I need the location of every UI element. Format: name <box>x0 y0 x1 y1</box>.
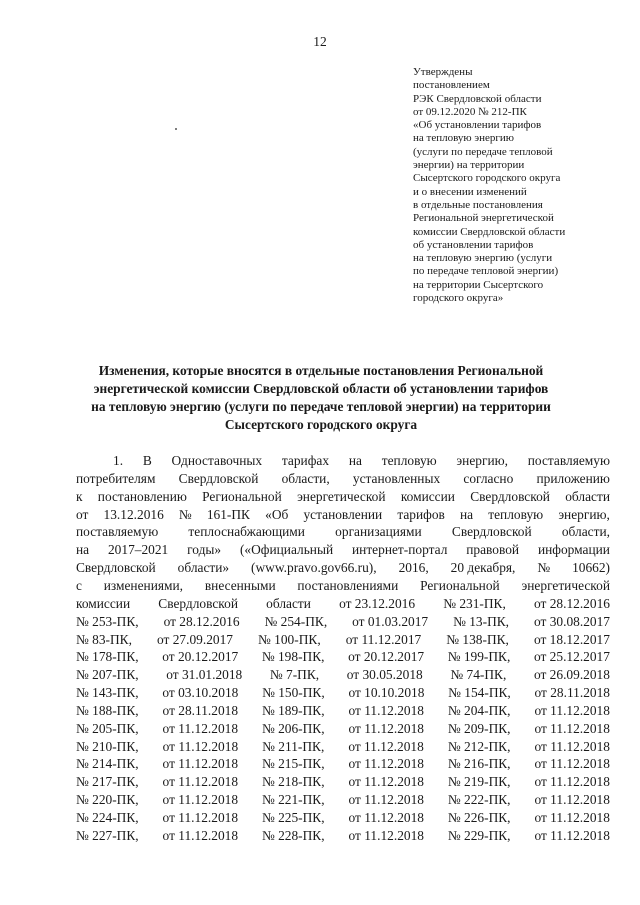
decree-row <box>76 666 610 683</box>
word: № 226-ПК, <box>447 810 511 825</box>
word: 1. <box>113 453 124 468</box>
word: от 20.12.2017 <box>162 649 239 665</box>
word: от 31.01.2018 <box>166 667 243 683</box>
word: Свердловской <box>451 524 532 540</box>
word: № 210-ПК, <box>76 738 139 754</box>
word: от 28.12.2016 <box>533 595 610 611</box>
word: № 206-ПК, <box>261 720 325 736</box>
word: № 198-ПК, <box>261 649 325 665</box>
approval-line: «Об установлении тарифов <box>413 119 542 132</box>
approval-block <box>413 66 628 305</box>
word: № <box>537 560 551 576</box>
word: от 11.12.2018 <box>348 756 424 772</box>
word: от 11.12.2018 <box>162 756 239 772</box>
word: энергетической <box>297 488 386 504</box>
word: № 100-ПК, <box>258 631 321 647</box>
word: тепловую <box>488 506 544 522</box>
word: В <box>142 453 152 468</box>
word: к <box>76 488 83 504</box>
word: от 03.10.2018 <box>162 685 239 701</box>
word: № 216-ПК, <box>447 756 511 772</box>
decree-row <box>76 631 610 648</box>
word: № 204-ПК, <box>447 702 511 718</box>
word: № 212-ПК, <box>447 738 511 754</box>
approval-line: Региональной энергетической <box>413 212 554 225</box>
word: от 28.12.2016 <box>163 613 240 629</box>
word: внесенными <box>204 577 276 593</box>
word: № 231-ПК, <box>443 595 506 611</box>
word: от 11.12.2018 <box>348 792 424 808</box>
word: от 11.12.2018 <box>534 827 610 843</box>
word: постановлениями <box>297 577 399 593</box>
paragraph-line <box>76 577 610 594</box>
decree-row <box>76 648 610 665</box>
word: № 83-ПК, <box>76 631 132 647</box>
word: на <box>348 453 362 468</box>
word: № 214-ПК, <box>76 756 139 772</box>
decree-row <box>76 684 610 701</box>
word: постановлению <box>97 488 187 504</box>
word: «Об <box>265 506 289 522</box>
word: от 11.12.2018 <box>348 702 424 718</box>
paragraph-line <box>76 523 610 540</box>
word: Региональной <box>202 488 282 504</box>
page-number: 12 <box>313 34 327 49</box>
word: области» <box>177 560 230 576</box>
word: согласно <box>463 470 514 486</box>
paragraph-line <box>76 506 610 523</box>
word: № 222-ПК, <box>447 792 511 808</box>
word: от 25.12.2017 <box>533 649 610 665</box>
word: от 11.12.2018 <box>162 720 239 736</box>
word: от 11.12.2018 <box>162 827 239 843</box>
approval-line: на территории Сысертского <box>413 278 544 291</box>
word: 20 декабря, <box>450 560 516 576</box>
word: установлении <box>303 506 383 522</box>
word: области <box>565 488 610 504</box>
word: № 178-ПК, <box>76 649 139 665</box>
paragraph-line <box>76 488 610 505</box>
word: № <box>178 506 192 522</box>
word: Свердловской <box>470 488 550 504</box>
word: тепловую <box>381 453 437 468</box>
word: № 7-ПК, <box>269 667 320 683</box>
word: Свердловской <box>178 470 259 486</box>
word: от 20.12.2017 <box>348 649 425 665</box>
scan-speck <box>175 128 177 130</box>
word: от 11.12.2018 <box>348 738 424 754</box>
paragraph-line <box>76 541 610 558</box>
word: информации <box>537 542 610 558</box>
decree-row <box>76 809 610 826</box>
word: № 211-ПК, <box>262 738 325 754</box>
word: 2016, <box>398 560 429 576</box>
word: энергетической <box>521 577 610 593</box>
word: от 11.12.2017 <box>345 631 422 647</box>
word: № 205-ПК, <box>76 720 139 736</box>
word: № 218-ПК, <box>261 774 325 790</box>
approval-line: РЭК Свердловской области <box>413 92 542 105</box>
approval-line: на тепловую энергию (услуги <box>413 252 553 265</box>
word: от 27.09.2017 <box>157 631 233 647</box>
word: правовой <box>466 542 520 558</box>
paragraph-line <box>76 559 610 576</box>
word: № 209-ПК, <box>447 720 511 736</box>
word: поставляемую <box>76 524 159 540</box>
title-line: энергетической комиссии Свердловской области об установлении тарифов <box>93 381 549 396</box>
word: области, <box>561 524 610 540</box>
word: от 11.12.2018 <box>348 774 424 790</box>
word: от 11.12.2018 <box>534 810 610 825</box>
word: интернет-портал <box>352 542 448 558</box>
word: Свердловской <box>158 595 238 611</box>
approval-line: в отдельные постановления <box>413 198 543 211</box>
word: от 11.12.2018 <box>162 774 239 790</box>
word: № 225-ПК, <box>261 810 325 825</box>
approval-line: постановлением <box>413 79 490 92</box>
word: № 13-ПК, <box>453 613 510 629</box>
word: от 11.12.2018 <box>348 720 424 736</box>
word: изменениями, <box>103 577 184 593</box>
word: поставляемую <box>527 453 610 468</box>
word: № 188-ПК, <box>76 702 139 718</box>
approval-line: по передаче тепловой энергии) <box>413 265 559 278</box>
word: № 154-ПК, <box>448 685 511 701</box>
word: от 10.10.2018 <box>348 685 425 701</box>
word: 13.12.2016 <box>103 506 164 522</box>
decree-row <box>76 720 610 737</box>
word: от 11.12.2018 <box>534 738 610 754</box>
word: № 221-ПК, <box>261 792 325 808</box>
word: 10662) <box>572 560 610 576</box>
word: области, <box>281 470 330 486</box>
approval-line: и о внесении изменений <box>413 185 527 198</box>
word: 2017–2021 <box>107 542 169 558</box>
word: комиссии <box>400 488 455 504</box>
approval-line: Утверждены <box>413 66 473 78</box>
word: от <box>76 506 89 522</box>
word: комиссии <box>76 595 131 611</box>
decree-row <box>76 755 610 772</box>
word: приложению <box>536 470 610 486</box>
word: № 228-ПК, <box>261 827 325 843</box>
approval-line: об установлении тарифов <box>413 238 534 251</box>
word: от 11.12.2018 <box>534 702 610 718</box>
word: от 28.11.2018 <box>162 702 239 718</box>
approval-line: (услуги по передаче тепловой <box>413 145 553 158</box>
word: на <box>460 506 474 522</box>
word: от 11.12.2018 <box>162 738 239 754</box>
word: от 11.12.2018 <box>534 774 610 790</box>
word: № 207-ПК, <box>76 667 139 683</box>
word: организациями <box>335 524 422 540</box>
word: № 215-ПК, <box>261 756 325 772</box>
word: от 11.12.2018 <box>348 810 424 825</box>
word: от 23.12.2016 <box>339 595 416 611</box>
word: тарифах <box>281 453 330 468</box>
approval-line: Сысертского городского округа <box>413 172 561 185</box>
title-line: Изменения, которые вносятся в отдельные постановления Региональной <box>98 363 544 378</box>
word: № 150-ПК, <box>262 685 325 701</box>
word: от 11.12.2018 <box>534 792 610 808</box>
word: № 138-ПК, <box>446 631 509 647</box>
word: от 11.12.2018 <box>534 720 610 736</box>
word: от 11.12.2018 <box>162 810 239 825</box>
word: Свердловской <box>76 560 156 576</box>
decree-row <box>76 773 610 790</box>
decree-row <box>76 702 610 719</box>
word: установленных <box>352 470 441 486</box>
word: энергию, <box>558 506 610 522</box>
word: на <box>76 542 90 558</box>
word: Региональной <box>420 577 500 593</box>
approval-line: городского округа» <box>413 292 504 305</box>
word: № 219-ПК, <box>447 774 511 790</box>
paragraph-line <box>76 470 610 487</box>
decree-row <box>76 791 610 808</box>
decree-row <box>76 827 610 844</box>
word: № 143-ПК, <box>76 685 139 701</box>
word: № 199-ПК, <box>447 649 511 665</box>
document-title <box>75 362 567 434</box>
word: № 220-ПК, <box>76 792 139 808</box>
paragraph-line <box>76 452 610 469</box>
word: № 227-ПК, <box>76 827 139 843</box>
approval-line: от 09.12.2020 № 212-ПК <box>413 105 527 118</box>
word: от 11.12.2018 <box>162 792 239 808</box>
word: тарифов <box>397 506 445 522</box>
paragraph-line <box>76 595 610 612</box>
word: № 74-ПК, <box>450 667 507 683</box>
word: области <box>266 595 311 611</box>
word: Одноставочных <box>171 453 263 468</box>
word: 161-ПК <box>206 506 250 522</box>
word: теплоснабжающими <box>188 524 305 540</box>
word: с <box>76 577 82 593</box>
word: № 224-ПК, <box>76 810 139 825</box>
word: от 01.03.2017 <box>352 613 429 629</box>
word: от 28.11.2018 <box>534 685 610 701</box>
decree-row <box>76 613 610 630</box>
word: от 26.09.2018 <box>533 667 610 683</box>
word: (www.pravo.gov66.ru), <box>251 560 377 576</box>
word: № 254-ПК, <box>264 613 328 629</box>
word: № 229-ПК, <box>447 827 511 843</box>
title-line: на тепловую энергию (услуги по передаче тепловой энергии) на территории <box>91 399 551 414</box>
approval-line: на тепловую энергию <box>413 132 514 145</box>
word: («Официальный <box>239 542 334 558</box>
decree-row <box>76 738 610 755</box>
word: № 189-ПК, <box>261 702 325 718</box>
word: потребителям <box>76 470 156 486</box>
word: от 30.08.2017 <box>534 613 610 629</box>
approval-line: комиссии Свердловской области <box>413 225 566 238</box>
word: от 30.05.2018 <box>346 667 423 683</box>
word: от 11.12.2018 <box>348 827 424 843</box>
word: энергию, <box>456 453 508 468</box>
approval-line: энергии) на территории <box>413 159 525 172</box>
word: годы» <box>187 542 222 558</box>
word: от 18.12.2017 <box>533 631 610 647</box>
word: от 11.12.2018 <box>534 756 610 772</box>
word: № 217-ПК, <box>76 774 139 790</box>
word: № 253-ПК, <box>76 613 139 629</box>
title-line: Сысертского городского округа <box>224 417 418 432</box>
